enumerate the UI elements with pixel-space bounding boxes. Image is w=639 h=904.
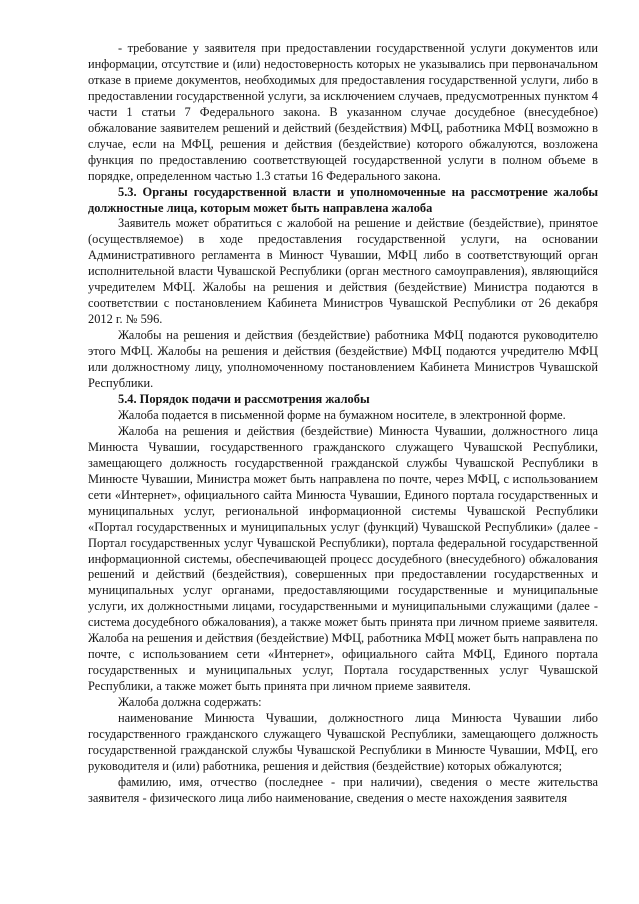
document-page bbox=[88, 41, 598, 807]
paragraph-complaint-addressee: Заявитель может обратиться с жалобой на решение и действие (бездействие), принятое (осуществляемое) в ходе предоставления государственной услуги, на основании Административного регламента в Минюст Чувашии, МФЦ либо в соответствующий орган исполнительной власти Чувашской Республики (орган местного самоуправления), являющийся учредителем МФЦ. Жалобы на решения и действия (бездействие) Министра подаются в соответствии с постановлением Кабинета Министров Чувашской Республики от 26 декабря 2012 г. № 596. bbox=[88, 216, 598, 327]
paragraph-requirement-documents: - требование у заявителя при предоставлении государственной услуги документов или информации, отсутствие и (или) недостоверность которых не указывались при первоначальном отказе в приеме документов, необходимых для предоставления государственной услуги, либо в предоставлении государственной услуги, за исключением случаев, предусмотренных пунктом 4 части 1 статьи 7 Федерального закона. В указанном случае досудебное (внесудебное) обжалование заявителем решений и действий (бездействия) МФЦ, работника МФЦ возможно в случае, если на МФЦ, решения и действия (бездействие) которого обжалуются, возложена функция по предоставлению соответствующей государственной услуги в полном объеме в порядке, определенном частью 1.3 статьи 16 Федерального закона. bbox=[88, 41, 598, 183]
paragraph-complaint-contents-intro: Жалоба должна содержать: bbox=[118, 695, 262, 710]
section-heading-5-4: 5.4. Порядок подачи и рассмотрения жалобы bbox=[118, 391, 370, 406]
paragraph-complaint-contents-applicant: фамилию, имя, отчество (последнее - при наличии), сведения о месте жительства заявителя - физического лица либо наименование, сведения о месте нахождения заявителя bbox=[88, 774, 598, 805]
paragraph-mfc-complaints: Жалобы на решения и действия (бездействие) работника МФЦ подаются руководителю этого МФЦ. Жалобы на решения и действия (бездействие) МФЦ подаются учредителю МФЦ или должностному лицу, уполномоченному постановлением Кабинета Министров Чувашской Республики. bbox=[88, 328, 598, 391]
paragraph-complaint-channels: Жалоба на решения и действия (бездействие) Минюста Чувашии, должностного лица Минюста Чувашии, государственного гражданского служащего Чувашской Республики, замещающего должность государственной гражданской службы Чувашской Республики в Минюсте Чувашии, Министра может быть направлена по почте, через МФЦ, с использованием сети «Интернет», официального сайта Минюста Чувашии, Единого портала государственных и муниципальных услуг, региональной информационной системы Чувашской Республики «Портал государственных и муниципальных услуг (функций) Чувашской Республики» (далее - Портал государственных услуг Чувашской Республики), портала федеральной государственной информационной системы, обеспечивающей процесс досудебного (внесудебного) обжалования решений и действий (бездействия), совершенных при предоставлении государственных и муниципальных услуг органами, предоставляющими государственные и муниципальные услуги, их должностными лицами, государственными и муниципальными служащими (далее - система досудебного обжалования), а также может быть принята при личном приеме заявителя. Жалоба на решения и действия (бездействие) МФЦ, работника МФЦ может быть направлена по почте, с использованием сети «Интернет», официального сайта МФЦ, Единого портала государственных и муниципальных услуг, Портала государственных услуг Чувашской Республики, а также может быть принята при личном приеме заявителя. bbox=[88, 423, 598, 694]
paragraph-complaint-form: Жалоба подается в письменной форме на бумажном носителе, в электронной форме. bbox=[118, 407, 566, 422]
section-heading-5-3: 5.3. Органы государственной власти и уполномоченные на рассмотрение жалобы должностные лица, которым может быть направлена жалоба bbox=[88, 184, 598, 215]
paragraph-complaint-contents-name: наименование Минюста Чувашии, должностного лица Минюста Чувашии либо государственного гражданского служащего Чувашской Республики, замещающего должность государственной гражданской службы Чувашской Республики в Минюсте Чувашии, МФЦ, его руководителя и (или) работника, решения и действия (бездействие) которых обжалуются; bbox=[88, 711, 598, 773]
